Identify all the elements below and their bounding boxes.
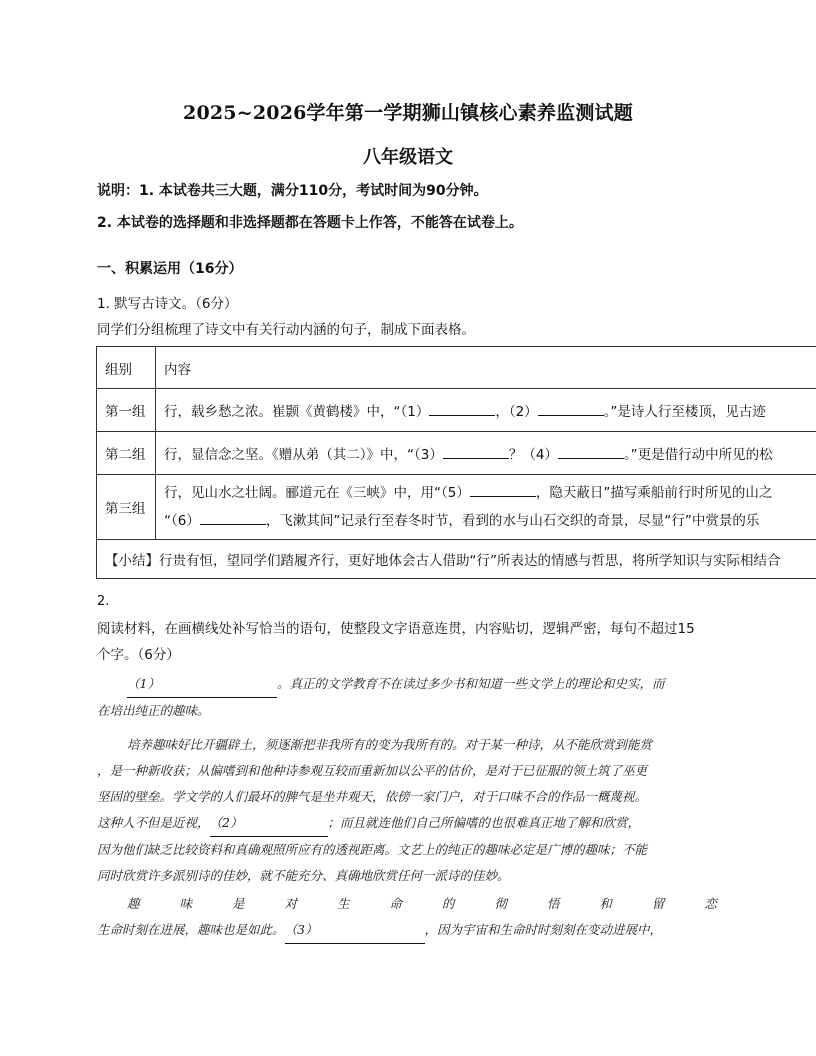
passage-char: 是: [231, 896, 245, 911]
question-2-prompt: [97, 616, 719, 668]
row-text: 行，显信念之坚。《赠从弟（其二）》中，“（3）: [164, 447, 443, 463]
table-row: [97, 432, 816, 475]
answer-blank-6[interactable]: [200, 510, 266, 525]
passage-text: ；而且就连他们自己所偏嗜的也很难真正地了解和欣赏，: [327, 815, 641, 830]
table-header-content: 内容: [156, 347, 816, 389]
row-text: ，（2）: [495, 404, 538, 420]
row-text: ？（4）: [508, 447, 558, 463]
answer-blank-1[interactable]: [429, 401, 495, 416]
passage-char: 留: [651, 896, 665, 911]
row-content: [156, 432, 816, 475]
poetry-table: [96, 346, 816, 579]
row-content: [156, 389, 816, 432]
answer-blank-2[interactable]: [538, 401, 604, 416]
table-row: [97, 389, 816, 432]
passage-line: [97, 810, 719, 837]
passage-line: 坚固的壁垒。学文学的人们最坏的脾气是坐井观天，依傍一家门户，对于口味不合的作品一概蔑视。: [97, 789, 648, 804]
group-label: 第二组: [97, 432, 156, 475]
prompt-line: 个字。（6分）: [97, 647, 180, 663]
passage-line: ，是一种新收获；从偏嗜到和他种诗参观互较而重新加以公平的估价，是对于已征服的领土筑了巫更: [97, 763, 648, 778]
answer-blank-p2[interactable]: [210, 810, 328, 837]
passage-text: 这种人不但是近视，: [97, 815, 210, 830]
passage-char: 彻: [494, 896, 507, 911]
row-text: 行，载乡愁之浓。崔颢《黄鹤楼》中，“（1）: [164, 404, 430, 420]
question-2-number: 2.: [97, 594, 110, 609]
row-content: [156, 475, 816, 540]
passage-char: 的: [441, 896, 455, 911]
passage-line: [97, 891, 717, 917]
passage-char: 味: [179, 896, 192, 911]
answer-blank-5[interactable]: [470, 482, 536, 497]
row-text: 行，见山水之壮阔。郦道元在《三峡》中，用“（5）: [164, 485, 470, 501]
table-header-group: 组别: [97, 347, 156, 389]
passage-char: 命: [389, 896, 402, 911]
passage-char: 生: [336, 896, 350, 911]
prompt-line: 阅读材料，在画横线处补写恰当的语句，使整段文字语意连贯，内容贴切，逻辑严密，每句不超过15: [97, 621, 695, 637]
table-row: [97, 540, 816, 579]
row-text: ，飞漱其间”记录行至春冬时节，看到的水与山石交织的奇景，尽显“行”中赏景的乐: [265, 513, 760, 529]
blank-number: （1）: [127, 676, 160, 691]
answer-blank-p3[interactable]: [285, 917, 425, 944]
passage-char: 对: [284, 896, 297, 911]
answer-blank-p1[interactable]: [127, 671, 277, 698]
instructions-line-2: 2. 本试卷的选择题和非选择题都在答题卡上作答，不能答在试卷上。: [97, 215, 523, 231]
passage-line: 培养趣味好比开疆辟土，须逐渐把非我所有的变为我所有的。对于某一种诗，从不能欣赏到能赏: [127, 737, 653, 752]
row-text: ，隐天蔽日”描写乘船前行时所见的山之: [535, 485, 773, 501]
question-1-heading: 1. 默写古诗文。（6分）: [97, 296, 238, 312]
question-1-intro: 同学们分组梳理了诗文中有关行动内涵的句子，制成下面表格。: [97, 322, 475, 338]
group-label: 第一组: [97, 389, 156, 432]
passage-text: ，因为宇宙和生命时时刻刻在变动进展中，: [424, 922, 663, 937]
exam-subtitle: 八年级语文: [363, 147, 453, 168]
table-summary: 【小结】行贵有恒，望同学们踏履齐行，更好地体会古人借助“行”所表达的情感与哲思，将所学知识与实际相结合: [97, 540, 816, 579]
blank-number: （2）: [209, 815, 243, 830]
answer-blank-3[interactable]: [443, 444, 509, 459]
passage-line: 同时欣赏许多派别诗的佳妙，就不能充分、真确地欣赏任何一派诗的佳妙。: [97, 868, 510, 883]
blank-number: （3）: [284, 922, 318, 937]
row-text: 。”更是借行动中所见的松: [623, 447, 773, 463]
passage-line: 在培出纯正的趣味。: [97, 703, 210, 718]
passage: [97, 671, 719, 944]
passage-text: 。真正的文学教育不在读过多少书和知道一些文学上的理论和史实，而: [277, 676, 665, 691]
row-text: “（6）: [164, 513, 200, 529]
section-heading-1: 一、积累运用（16分）: [97, 261, 243, 277]
group-label: 第三组: [97, 475, 156, 540]
passage-char: 恋: [704, 896, 717, 911]
instructions-line-1: 说明：1. 本试卷共三大题，满分110分，考试时间为90分钟。: [97, 183, 488, 199]
passage-line: [97, 917, 719, 944]
row-text: 。”是诗人行至楼顶，见古迹: [603, 404, 766, 420]
table-row: [97, 347, 816, 389]
passage-text: 生命时刻在进展，趣味也是如此。: [97, 922, 285, 937]
table-row: [97, 475, 816, 540]
passage-char: 悟: [546, 896, 560, 911]
answer-blank-4[interactable]: [558, 444, 624, 459]
passage-char: 趣: [127, 896, 140, 911]
passage-line: 因为他们缺乏比较资料和真确观照所应有的透视距离。文艺上的纯正的趣味必定是广博的趣味；不能: [97, 842, 648, 857]
passage-line: [97, 671, 719, 698]
exam-title: 2025~2026学年第一学期狮山镇核心素养监测试题: [183, 102, 633, 124]
passage-char: 和: [599, 896, 612, 911]
